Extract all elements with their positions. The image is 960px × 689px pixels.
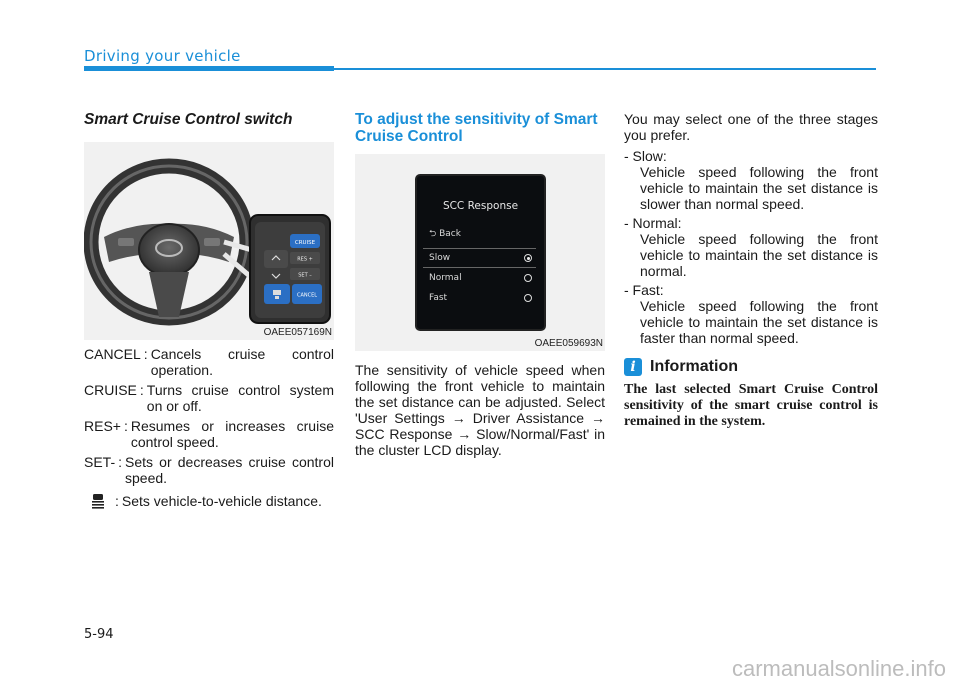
definition-cruise: CRUISE : Turns cruise control system on or off.	[84, 382, 334, 414]
definition-distance: : Sets vehicle-to-vehicle distance.	[84, 494, 334, 510]
lcd-option-normal: Normal	[423, 268, 536, 288]
definition-term: SET-	[84, 454, 116, 470]
information-text: The last selected Smart Cruise Control sensitivity of the smart cruise control is remained in the system.	[624, 382, 878, 429]
stage-label: - Normal:	[624, 215, 682, 231]
header-bar	[84, 66, 334, 71]
section-header-title: Driving your vehicle	[84, 47, 241, 65]
definition-set: SET- : Sets or decreases cruise control speed.	[84, 454, 334, 486]
switch-heading: Smart Cruise Control switch	[84, 111, 293, 128]
radio-icon	[524, 274, 532, 282]
definition-desc: Resumes or increases cruise control speed.	[130, 418, 334, 450]
radio-selected-icon	[524, 254, 532, 262]
cluster-lcd-screen	[415, 174, 546, 331]
res-button-label: RES +	[297, 256, 313, 263]
lcd-option-fast: Fast	[423, 288, 536, 308]
sensitivity-paragraph: The sensitivity of vehicle speed when following the front vehicle to maintain the set distance can be adjusted. Select 'User Settings → Driver Assistance → SCC Response → Slow/Normal/Fast' in the cluster LCD display.	[355, 362, 605, 458]
definition-term: CANCEL	[84, 346, 141, 362]
steering-wheel-figure	[84, 142, 334, 340]
stage-label: - Slow:	[624, 148, 667, 164]
sensitivity-heading: To adjust the sensitivity of Smart Cruise Control	[355, 111, 598, 145]
figure-caption: OAEE059693N	[534, 338, 603, 349]
stage-desc: Vehicle speed following the front vehicle to maintain the set distance is faster than normal speed.	[640, 298, 878, 346]
lcd-back: ⮌ Back	[429, 229, 461, 239]
cancel-button-label: CANCEL	[296, 292, 318, 299]
definition-desc: Sets or decreases cruise control speed.	[125, 454, 334, 486]
distance-icon	[84, 494, 112, 510]
set-button-label: SET –	[298, 272, 312, 279]
definition-cancel: CANCEL : Cancels cruise control operation.	[84, 346, 334, 378]
definition-res: RES+ : Resumes or increases cruise control speed.	[84, 418, 334, 450]
header-rule	[334, 68, 876, 70]
stage-label: - Fast:	[624, 282, 664, 298]
lcd-figure	[355, 154, 605, 351]
watermark: carmanualsonline.info	[731, 656, 946, 681]
stage-desc: Vehicle speed following the front vehicle to maintain the set distance is slower than normal speed.	[640, 164, 878, 212]
definition-desc: Turns cruise control system on or off.	[146, 382, 334, 414]
lcd-option-slow: Slow	[423, 248, 536, 268]
back-arrow-icon: ⮌	[429, 229, 437, 239]
definition-term: CRUISE	[84, 382, 137, 398]
right-column	[624, 108, 878, 430]
stage-desc: Vehicle speed following the front vehicle to maintain the set distance is normal.	[640, 231, 878, 279]
info-icon: i	[624, 358, 642, 376]
information-header	[624, 358, 878, 376]
figure-caption: OAEE057169N	[263, 327, 332, 338]
definition-desc: Cancels cruise control operation.	[150, 346, 334, 378]
steering-wheel-illustration	[84, 142, 334, 340]
left-column	[84, 108, 334, 515]
cruise-button-label: CRUISE	[294, 240, 316, 246]
stages-list	[624, 148, 878, 346]
information-title: Information	[650, 358, 738, 375]
switch-definitions	[84, 347, 334, 510]
stages-intro: You may select one of the three stages you prefer.	[624, 111, 878, 143]
page-number: 5-94	[84, 627, 114, 642]
radio-icon	[524, 294, 532, 302]
middle-column	[355, 108, 605, 458]
lcd-title: SCC Response	[442, 200, 519, 212]
definition-term: RES+	[84, 418, 121, 434]
definition-desc: Sets vehicle-to-vehicle distance.	[121, 493, 322, 509]
